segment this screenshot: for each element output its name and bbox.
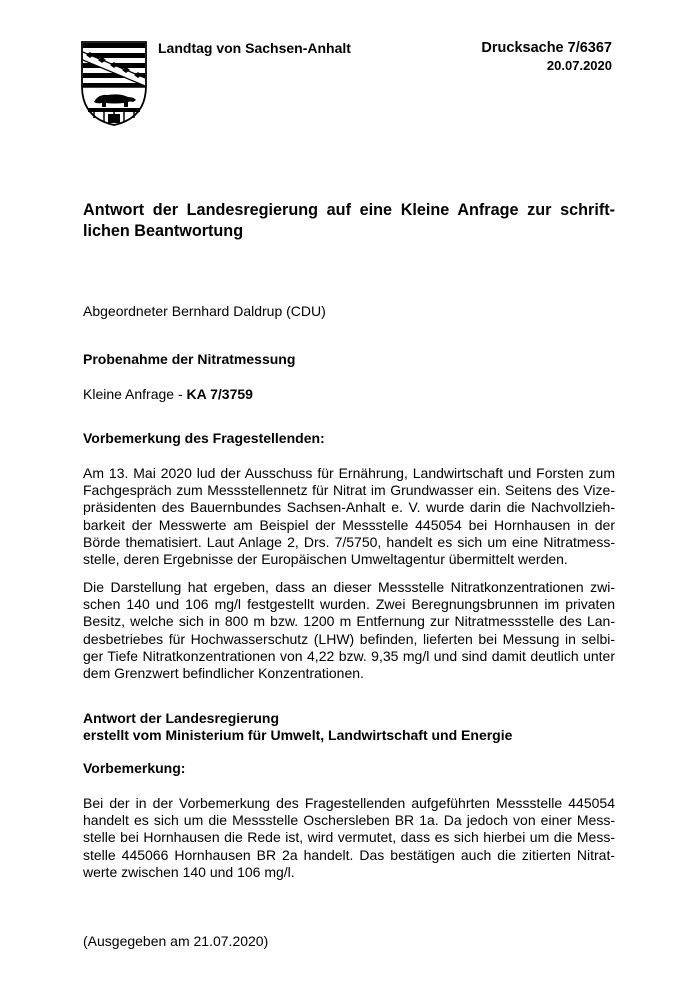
document-date: 20.07.2020 <box>546 58 612 73</box>
text-line: desbetriebes für Hochwasserschutz (LHW) befinden, lieferten bei Messung in selbi- <box>83 630 615 647</box>
text-line: stelle, deren Ergebnisse der Europäischen Umweltagentur übermittelt werden. <box>83 551 568 568</box>
inquiry-number: KA 7/3759 <box>186 386 253 402</box>
text-line: Bei der in der Vorbemerkung des Fragestellenden aufgeführten Messstelle 445054 <box>83 795 615 811</box>
text-line: Die Darstellung hat ergeben, dass an dieser Messstelle Nitratkonzentrationen zwi- <box>83 579 615 595</box>
answer-heading-line: Antwort der Landesregierung <box>83 710 280 726</box>
document-number-block <box>481 40 612 74</box>
inquiry-prefix: Kleine Anfrage - <box>83 386 187 402</box>
text-line: Fachgespräch zum Messstellennetz für Nitrat im Grundwasser ein. Seitens des Vize- <box>83 482 615 499</box>
document-title <box>83 200 615 242</box>
coat-of-arms-icon <box>80 40 148 126</box>
answer-vorbemerkung-heading: Vorbemerkung: <box>83 760 186 776</box>
title-line: Antwort der Landesregierung auf eine Kleine Anfrage zur schrift- <box>83 201 615 219</box>
title-line: lichen Beantwortung <box>83 222 244 240</box>
subject-heading: Probenahme der Nitratmessung <box>83 351 296 367</box>
text-line: ger Tiefe Nitratkonzentrationen von 4,22 bzw. 9,35 mg/l und sind damit deutlich unter <box>83 647 615 664</box>
text-line: stelle 445066 Hornhausen BR 2a handelt. Das bestätigen auch die zitierten Nitrat- <box>83 846 615 863</box>
drucksache-number: Drucksache 7/6367 <box>481 40 612 56</box>
text-line: Am 13. Mai 2020 lud der Ausschuss für Ernährung, Landwirtschaft und Forsten zum <box>83 465 615 481</box>
text-line: werte zwischen 140 und 106 mg/l. <box>83 863 295 880</box>
paragraph-1 <box>83 465 615 568</box>
answer-paragraph <box>83 795 615 881</box>
text-line: stelle bei Hornhausen die Rede ist, wird vermutet, dass es sich hierbei um die Mess- <box>83 829 615 846</box>
parliament-name: Landtag von Sachsen-Anhalt <box>158 40 351 56</box>
text-line: präsidenten des Bauernbundes Sachsen-Anhalt e. V. wurde darin die Nachvollzieh- <box>83 499 615 516</box>
text-line: dem Grenzwert befindlicher Konzentrationen. <box>83 665 364 682</box>
text-line: handelt es sich um die Messstelle Oschersleben BR 1a. Da jedoch von einer Mess- <box>83 812 615 829</box>
text-line: schen 140 und 106 mg/l festgestellt wurden. Zwei Beregnungsbrunnen im privaten <box>83 596 615 613</box>
author-line: Abgeordneter Bernhard Daldrup (CDU) <box>83 303 326 319</box>
answer-heading-line: erstellt vom Ministerium für Umwelt, Landwirtschaft und Energie <box>83 727 513 744</box>
inquiry-reference <box>83 386 615 403</box>
text-line: Besitz, welche sich in 800 m bzw. 1200 m Entfernung zur Nitratmessstelle des Lan- <box>83 613 615 630</box>
paragraph-2 <box>83 579 615 682</box>
answer-heading <box>83 710 615 744</box>
text-line: Börde thematisiert. Laut Anlage 2, Drs. 7/5750, handelt es sich um eine Nitratmess- <box>83 533 615 550</box>
text-line: barkeit der Messwerte am Beispiel der Messstelle 445054 bei Hornhausen in der <box>83 516 615 533</box>
issued-footer: (Ausgegeben am 21.07.2020) <box>83 933 269 949</box>
preliminary-heading: Vorbemerkung des Fragestellenden: <box>83 430 325 446</box>
